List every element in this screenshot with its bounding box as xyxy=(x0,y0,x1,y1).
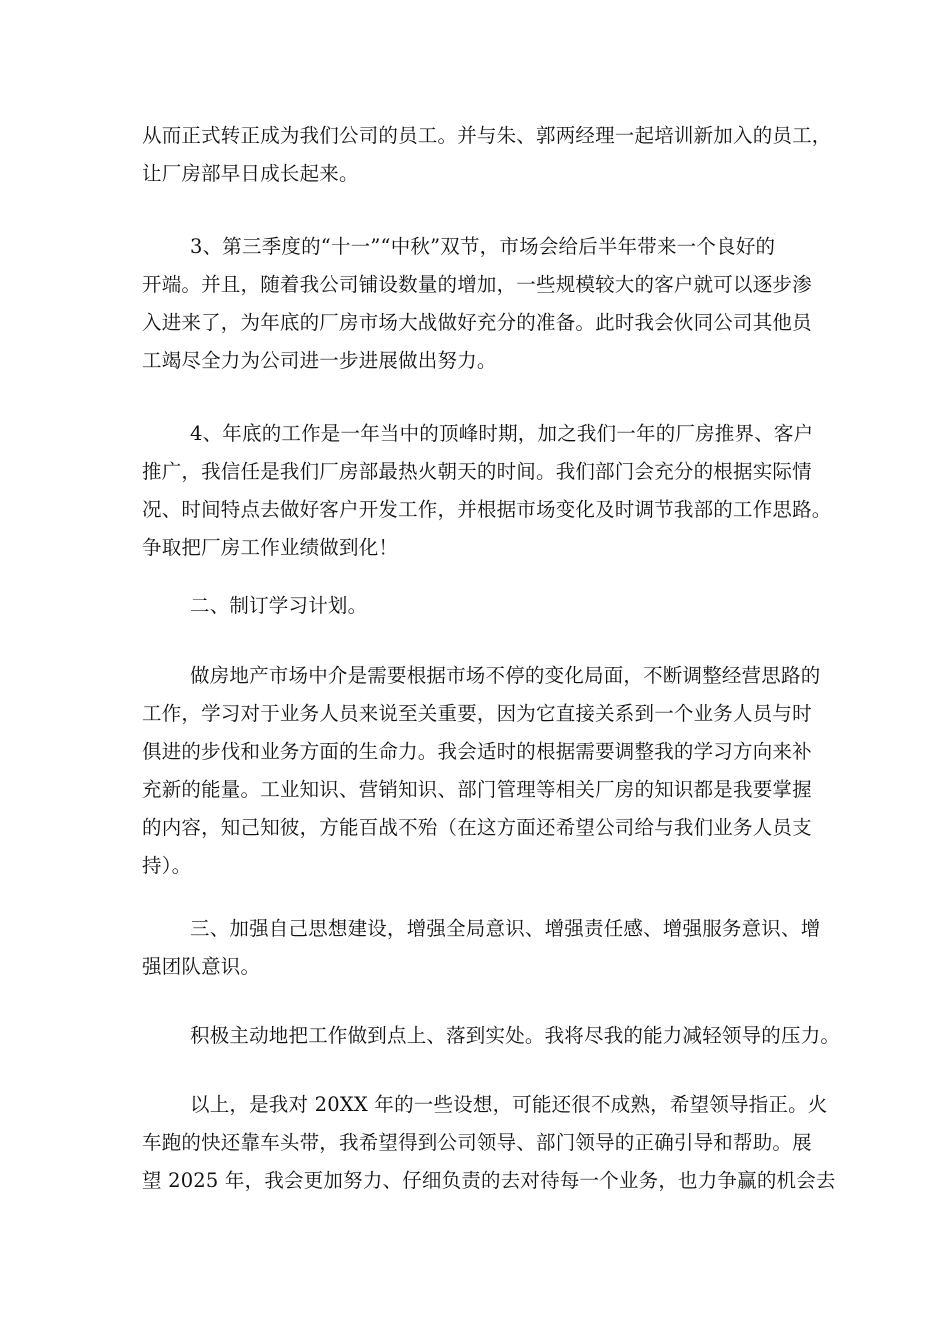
text-line: 充新的能量。工业知识、营销知识、部门管理等相关厂房的知识都是我要掌握 xyxy=(142,778,812,801)
text-line: 让厂房部早日成长起来。 xyxy=(142,162,359,185)
section-heading-study-plan xyxy=(142,587,822,625)
text-line: 推广，我信任是我们厂房部最热火朝天的时间。我们部门会充分的根据实际情 xyxy=(142,460,812,483)
text-line: 3、第三季度的“十一”“中秋”双节，市场会给后半年带来一个良好的 xyxy=(190,235,776,258)
text-line: 持）。 xyxy=(142,854,192,877)
text-line: 入进来了，为年底的厂房市场大战做好充分的准备。此时我会伙同公司其他员 xyxy=(142,311,812,334)
text-line: 俱进的步伐和业务方面的生命力。我会适时的根据需要调整我的学习方向来补 xyxy=(142,740,812,763)
text-line: 积极主动地把工作做到点上、落到实处。我将尽我的能力减轻领导的压力。 xyxy=(190,1024,841,1047)
text-line: 4、年底的工作是一年当中的顶峰时期，加之我们一年的厂房推界、客户 xyxy=(190,422,814,445)
heading-line: 二、制订学习计划。 xyxy=(190,594,368,617)
text-line: 的内容，知己知彼，方能百战不殆（在这方面还希望公司给与我们业务人员支 xyxy=(142,816,812,839)
paragraph-q4 xyxy=(142,415,832,567)
text-line: 做房地产市场中介是需要根据市场不停的变化局面，不断调整经营思路的 xyxy=(190,664,821,687)
text-line: 工作，学习对于业务人员来说至关重要，因为它直接关系到一个业务人员与时 xyxy=(142,702,812,725)
text-line: 车跑的快还靠车头带，我希望得到公司领导、部门领导的正确引导和帮助。展 xyxy=(142,1131,812,1154)
text-line: 三、加强自己思想建设，增强全局意识、增强责任感、增强服务意识、增 xyxy=(190,917,821,940)
paragraph-study xyxy=(142,657,822,885)
paragraph-conclusion xyxy=(142,1086,836,1200)
text-line: 况、时间特点去做好客户开发工作，并根据市场变化及时调节我部的工作思路。 xyxy=(142,498,832,521)
text-line: 从而正式转正成为我们公司的员工。并与朱、郭两经理一起培训新加入的员工， xyxy=(142,124,832,147)
section-heading-thinking xyxy=(142,910,822,986)
text-line: 强团队意识。 xyxy=(142,955,261,978)
paragraph-continuation xyxy=(142,117,832,193)
text-line: 开端。并且，随着我公司铺设数量的增加，一些规模较大的客户就可以逐步渗 xyxy=(142,273,812,296)
text-line: 工竭尽全力为公司进一步进展做出努力。 xyxy=(142,349,497,372)
text-line: 以上，是我对 20XX 年的一些设想，可能还很不成熟，希望领导指正。火 xyxy=(190,1093,828,1116)
text-line: 望 2025 年，我会更加努力、仔细负责的去对待每一个业务，也力争赢的机会去 xyxy=(142,1169,836,1192)
paragraph-proactive xyxy=(142,1017,841,1055)
paragraph-q3 xyxy=(142,228,822,380)
text-line: 争取把厂房工作业绩做到化！ xyxy=(142,536,399,559)
